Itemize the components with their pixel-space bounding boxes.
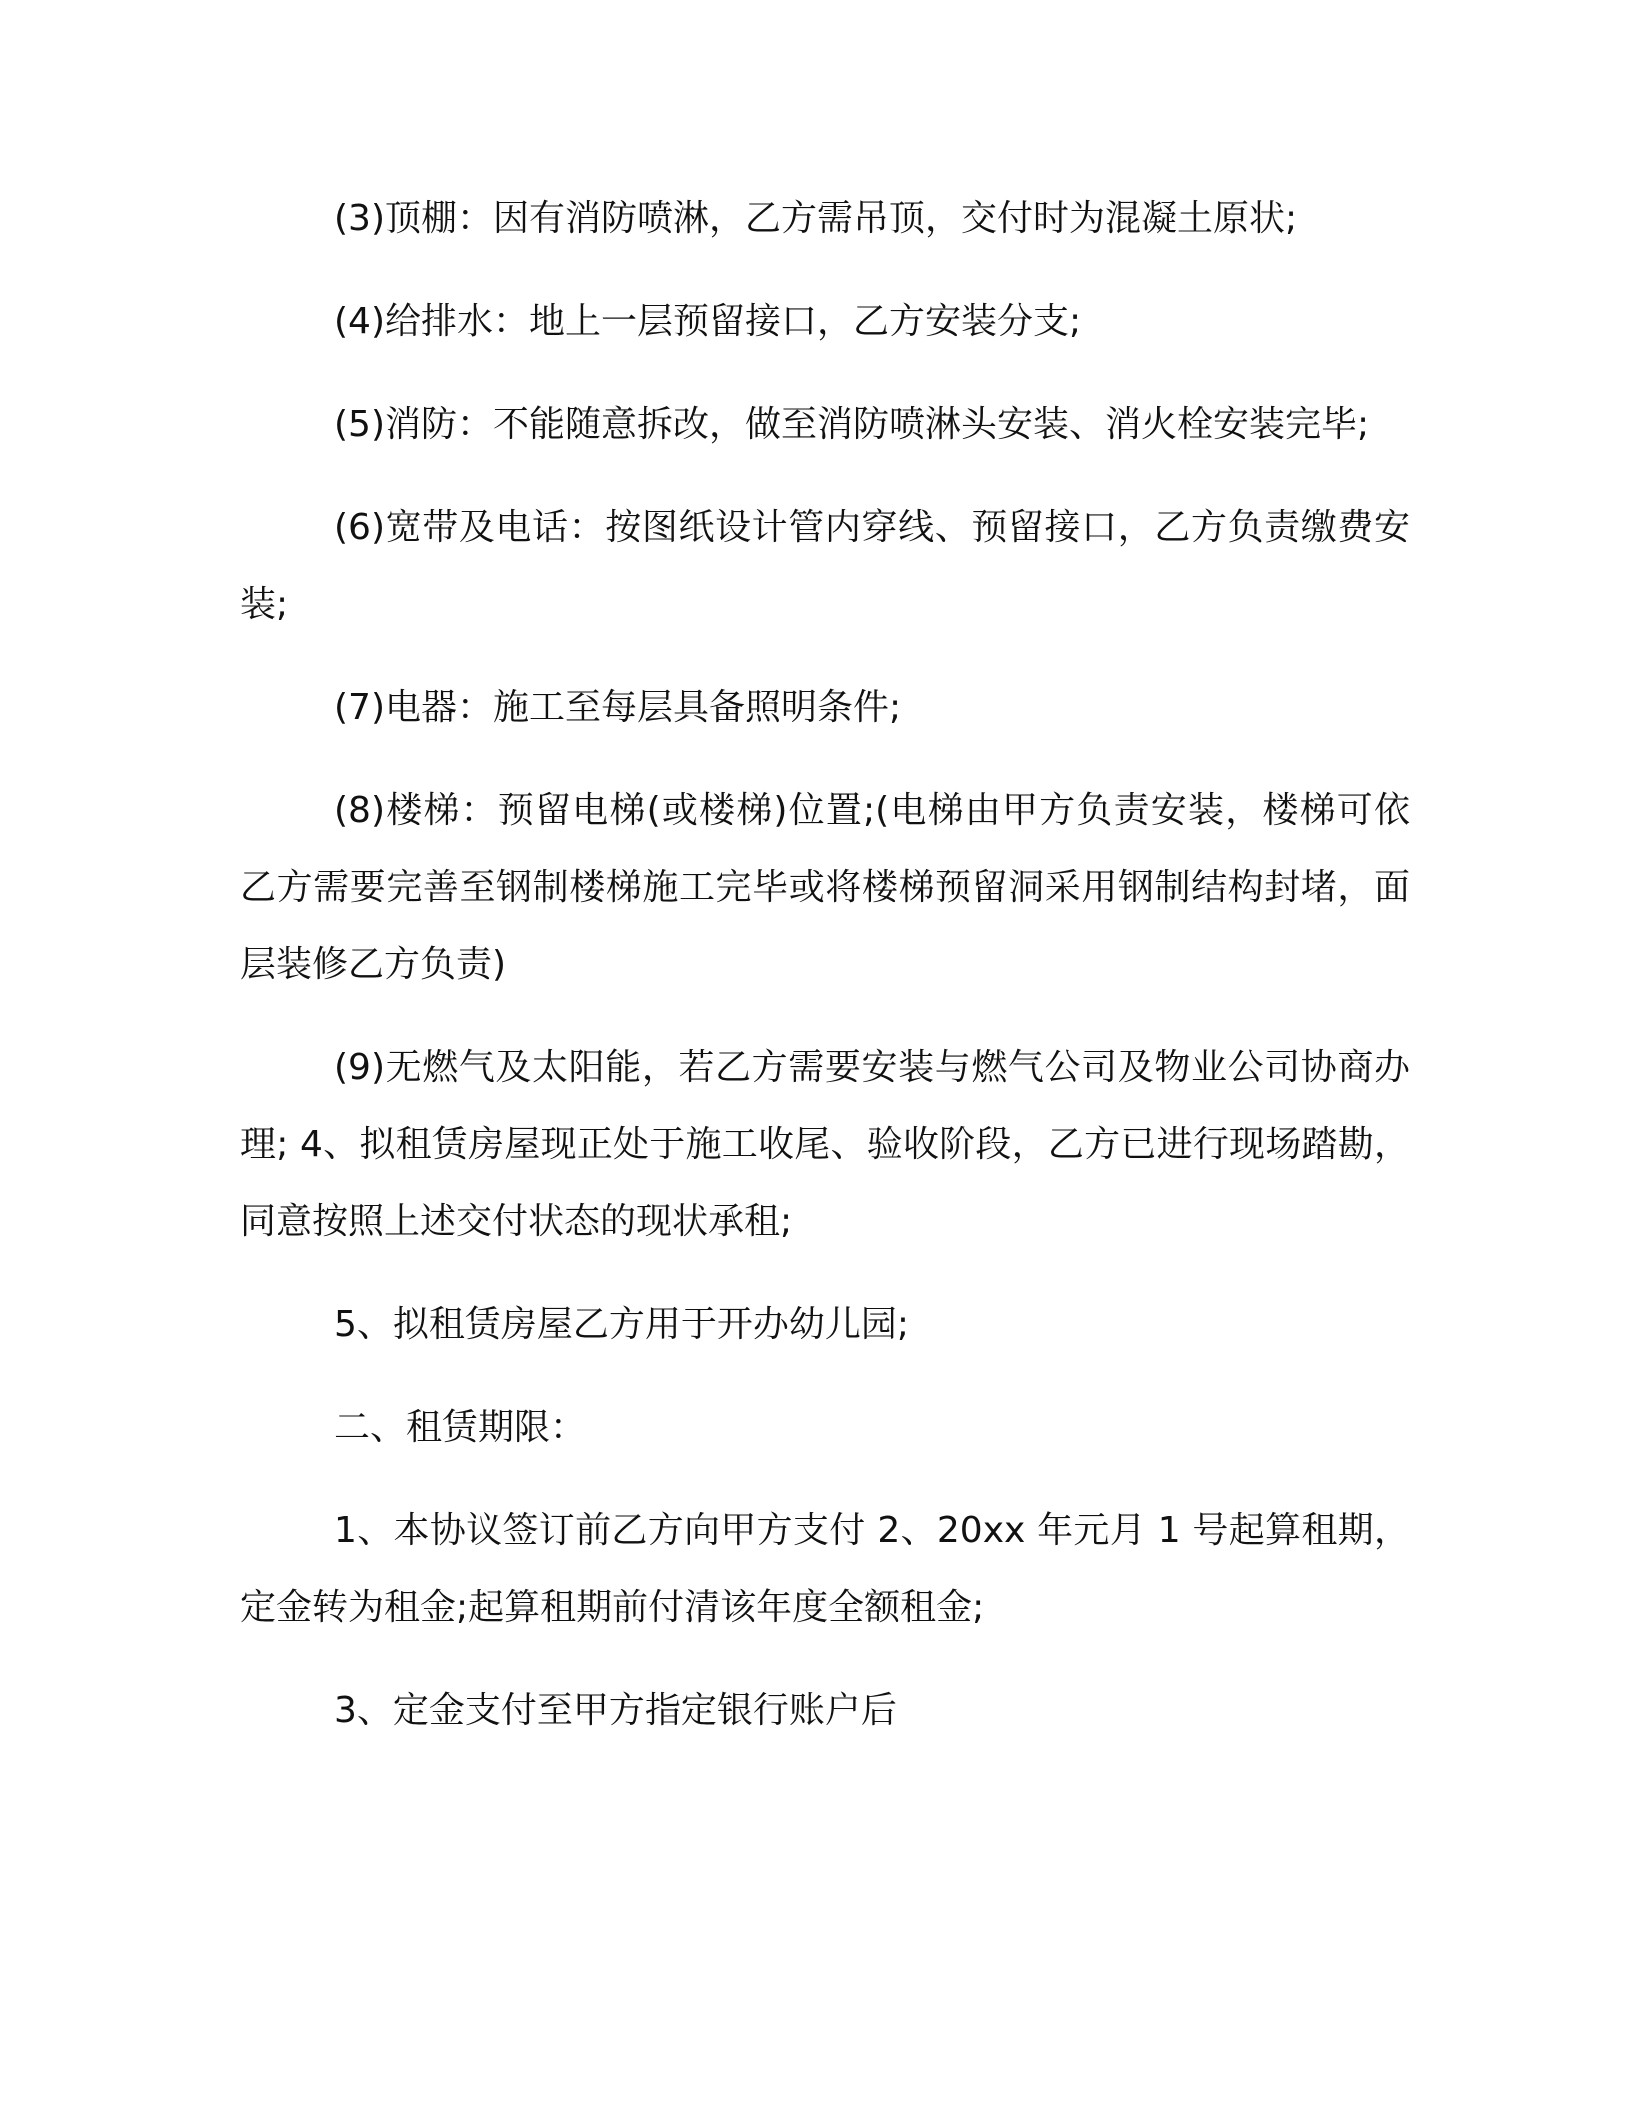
paragraph-electrical: (7)电器：施工至每层具备照明条件; xyxy=(334,687,902,728)
paragraph-fire-protection: (5)消防：不能随意拆改，做至消防喷淋头安装、消火栓安装完毕; xyxy=(334,404,1370,445)
paragraph-usage: 5、拟租赁房屋乙方用于开办幼儿园; xyxy=(334,1304,910,1345)
paragraph-gas-and-site: (9)无燃气及太阳能，若乙方需要安装与燃气公司及物业公司协商办理; 4、拟租赁房屋现正处于施工收尾、验收阶段，乙方已进行现场踏勘，同意按照上述交付状态的现状承租; xyxy=(240,1047,1410,1242)
paragraph-payment-start: 1、本协议签订前乙方向甲方支付 2、20xx 年元月 1 号起算租期，定金转为租金;起算租期前付清该年度全额租金; xyxy=(240,1510,1410,1628)
document-body xyxy=(240,180,1410,1775)
paragraph-broadband-phone: (6)宽带及电话：按图纸设计管内穿线、预留接口，乙方负责缴费安装; xyxy=(240,507,1410,625)
paragraph-stairs: (8)楼梯：预留电梯(或楼梯)位置;(电梯由甲方负责安装，楼梯可依乙方需要完善至钢制楼梯施工完毕或将楼梯预留洞采用钢制结构封堵，面层装修乙方负责) xyxy=(240,790,1410,985)
paragraph-ceiling: (3)顶棚：因有消防喷淋，乙方需吊顶，交付时为混凝土原状; xyxy=(334,198,1298,239)
section-heading-lease-term: 二、租赁期限： xyxy=(334,1407,587,1448)
paragraph-deposit: 3、定金支付至甲方指定银行账户后 xyxy=(334,1690,897,1731)
paragraph-water-supply: (4)给排水：地上一层预留接口，乙方安装分支; xyxy=(334,301,1082,342)
